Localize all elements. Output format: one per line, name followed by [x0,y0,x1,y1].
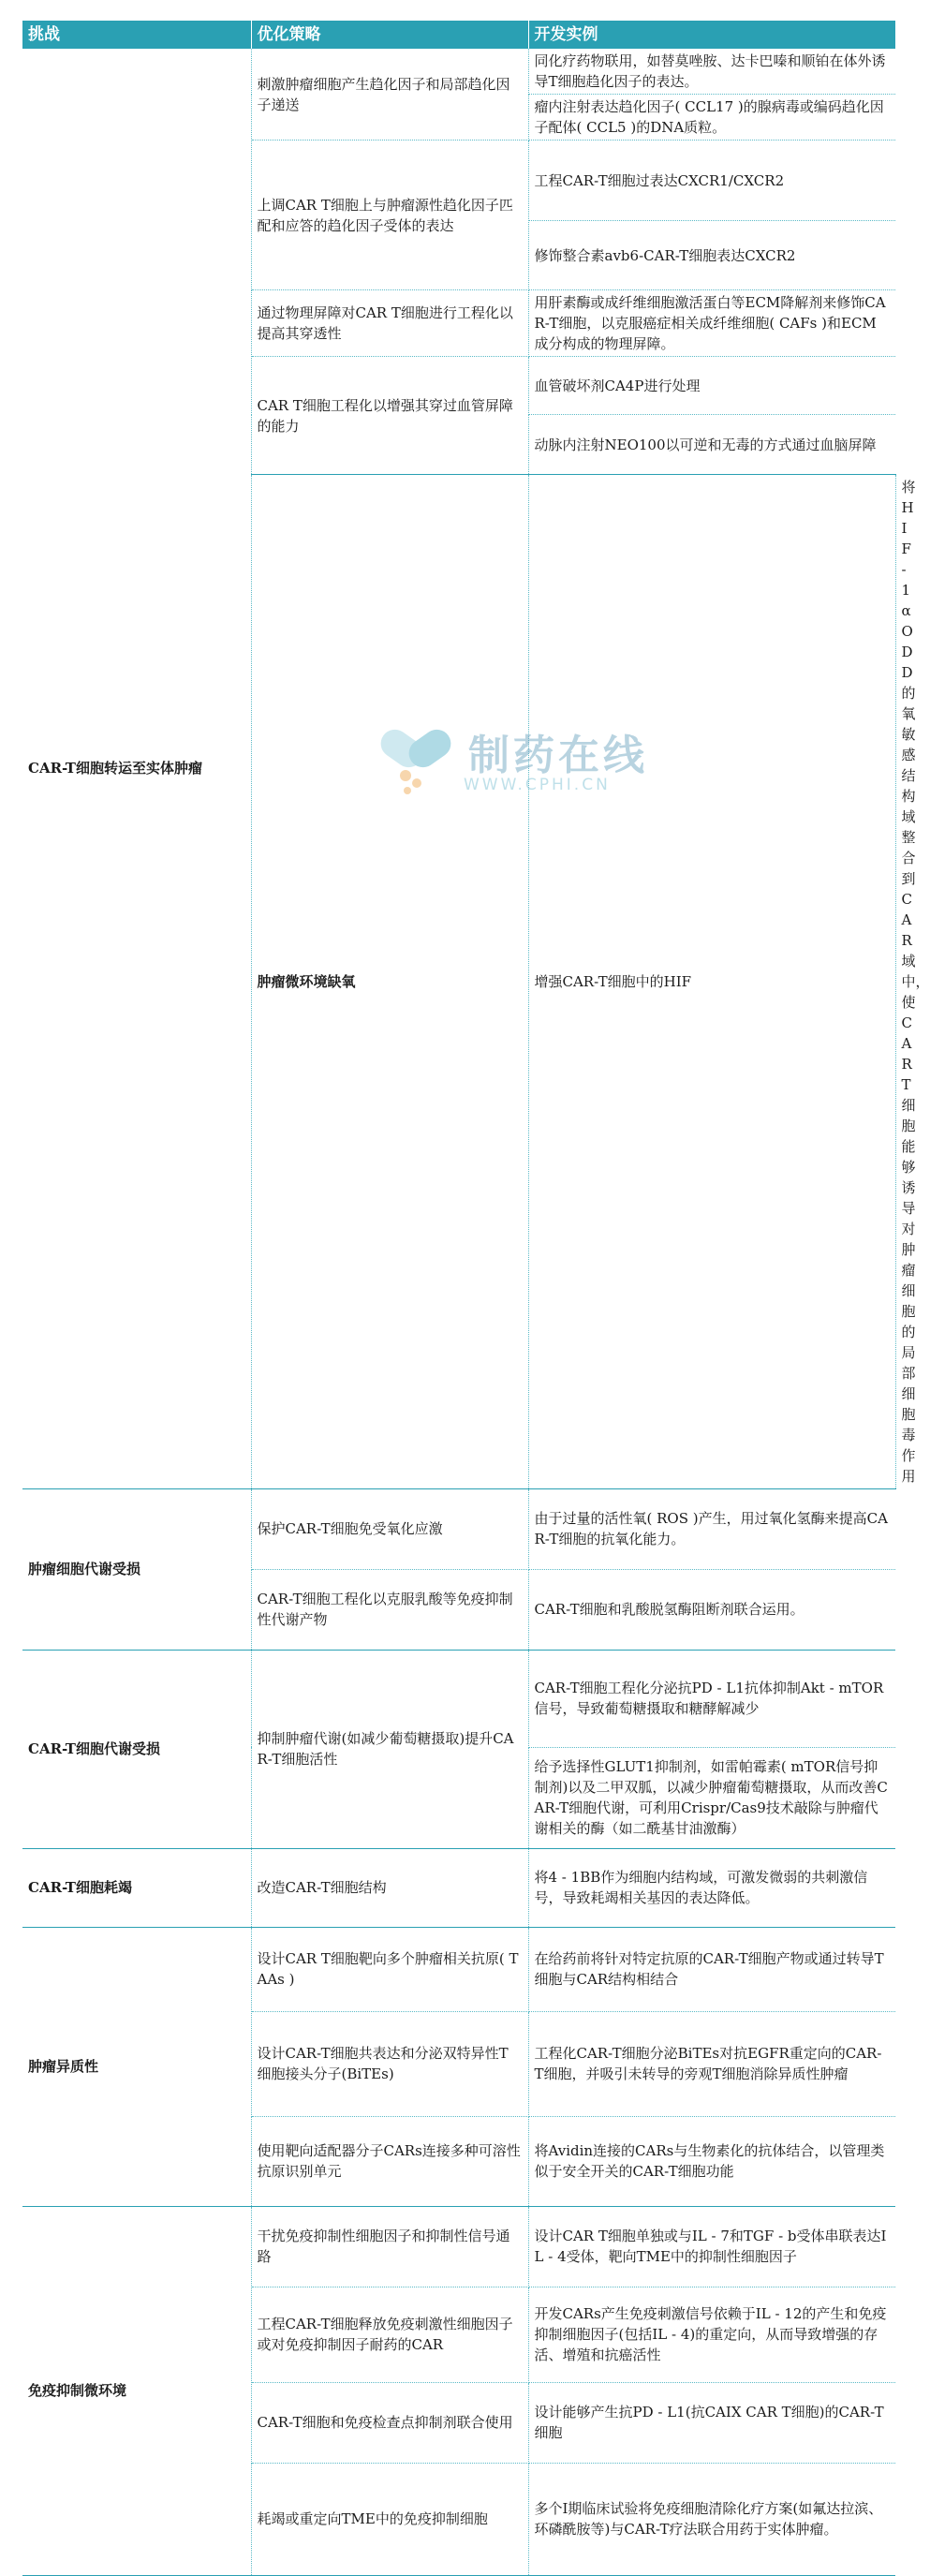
example-cell: 修饰整合素avb6-CAR-T细胞表达CXCR2 [528,221,895,290]
strategy-cell: 改造CAR-T细胞结构 [251,1848,528,1927]
strategy-cell: CAR T细胞工程化以增强其穿过血管屏障的能力 [251,357,528,475]
example-cell: 将Avidin连接的CARs与生物素化的抗体结合，以管理类似于安全开关的CAR-T细胞功能 [528,2116,895,2206]
challenge-cell: CAR-T细胞转运至实体肿瘤 [22,49,251,1488]
example-cell: 多个I期临床试验将免疫细胞清除化疗方案(如氟达拉滨、环磷酰胺等)与CAR-T疗法联合用药于实体肿瘤。 [528,2463,895,2575]
table-row [22,1650,895,1747]
strategy-cell: 干扰免疫抑制性细胞因子和抑制性信号通路 [251,2206,528,2287]
car-t-optimization-table [22,21,930,2576]
strategy-cell: 工程CAR-T细胞释放免疫刺激性细胞因子或对免疫抑制因子耐药的CAR [251,2287,528,2382]
strategy-cell: CAR-T细胞工程化以克服乳酸等免疫抑制性代谢产物 [251,1569,528,1650]
challenge-cell: 免疫抑制微环境 [22,2206,251,2575]
strategy-cell: 设计CAR-T细胞共表达和分泌双特异性T细胞接头分子(BiTEs) [251,2011,528,2116]
strategy-cell: 上调CAR T细胞上与肿瘤源性趋化因子匹配和应答的趋化因子受体的表达 [251,141,528,290]
strategy-cell: 设计CAR T细胞靶向多个肿瘤相关抗原( TAAs ) [251,1927,528,2011]
strategy-cell: 抑制肿瘤代谢(如减少葡萄糖摄取)提升CAR-T细胞活性 [251,1650,528,1848]
strategy-cell: CAR-T细胞和免疫检查点抑制剂联合使用 [251,2382,528,2463]
example-cell: 动脉内注射NEO100以可逆和无毒的方式通过血脑屏障 [528,415,895,475]
example-cell: 瘤内注射表达趋化因子( CCL17 )的腺病毒或编码趋化因子配体( CCL5 )的DNA质粒。 [528,95,895,141]
example-cell: 由于过量的活性氧( ROS )产生，用过氧化氢酶来提高CAR-T细胞的抗氧化能力。 [528,1488,895,1569]
example-cell: CAR-T细胞和乳酸脱氢酶阻断剂联合运用。 [528,1569,895,1650]
table-row [22,1927,895,2011]
challenge-cell: 肿瘤微环境缺氧 [251,475,528,1489]
example-cell: 设计能够产生抗PD - L1(抗CAIX CAR T细胞)的CAR-T细胞 [528,2382,895,2463]
strategy-cell: 耗竭或重定向TME中的免疫抑制细胞 [251,2463,528,2575]
strategy-cell: 刺激肿瘤细胞产生趋化因子和局部趋化因子递送 [251,49,528,141]
watermark-url: WWW.CPHI.CN [464,776,611,794]
watermark-title: 制药在线 [468,732,648,779]
table-header-row [22,21,895,49]
strategy-cell: 使用靶向适配器分子CARs连接多种可溶性抗原识别单元 [251,2116,528,2206]
table-row [22,2206,895,2287]
challenge-cell: CAR-T细胞耗竭 [22,1848,251,1927]
example-cell: 同化疗药物联用，如替莫唑胺、达卡巴嗪和顺铂在体外诱导T细胞趋化因子的表达。 [528,49,895,95]
example-cell: 在给药前将针对特定抗原的CAR-T细胞产物或通过转导T细胞与CAR结构相结合 [528,1927,895,2011]
table-row [22,49,895,95]
example-cell: 用肝素酶或成纤维细胞激活蛋白等ECM降解剂来修饰CAR-T细胞，以克服癌症相关成纤维细胞( CAFs )和ECM成分构成的物理屏障。 [528,290,895,357]
header-example: 开发实例 [528,21,895,49]
strategy-cell: 通过物理屏障对CAR T细胞进行工程化以提高其穿透性 [251,290,528,357]
table-row [22,1488,895,1569]
example-cell: 血管破坏剂CA4P进行处理 [528,357,895,415]
example-cell: 工程化CAR-T细胞分泌BiTEs对抗EGFR重定向的CAR-T细胞，并吸引未转导的旁观T细胞消除异质性肿瘤 [528,2011,895,2116]
challenge-cell: 肿瘤异质性 [22,1927,251,2206]
example-cell: 工程CAR-T细胞过表达CXCR1/CXCR2 [528,141,895,221]
table-row: 肿瘤微环境缺氧 增强CAR-T细胞中的HIF 将HIF-1α ODD的氧敏感结构域整合到CAR域中，使CAR T细胞能够诱导对肿瘤细胞的局部细胞毒作用 [22,475,895,1489]
challenge-cell: 肿瘤细胞代谢受损 [22,1488,251,1650]
data-table-container [22,21,930,2576]
header-strategy: 优化策略 [251,21,528,49]
challenge-cell: CAR-T细胞代谢受损 [22,1650,251,1848]
example-cell: 开发CARs产生免疫刺激信号依赖于IL - 12的产生和免疫抑制细胞因子(包括IL - 4)的重定向，从而导致增强的存活、增殖和抗癌活性 [528,2287,895,2382]
strategy-cell: 保护CAR-T细胞免受氧化应激 [251,1488,528,1569]
header-challenge: 挑战 [22,21,251,49]
strategy-cell: 增强CAR-T细胞中的HIF [528,475,895,1489]
table-row [22,1848,895,1927]
example-cell: CAR-T细胞工程化分泌抗PD - L1抗体抑制Akt - mTOR信号，导致葡萄糖摄取和糖酵解减少 [528,1650,895,1747]
example-cell: 给予选择性GLUT1抑制剂，如雷帕霉素( mTOR信号抑制剂)以及二甲双胍，以减少肿瘤葡萄糖摄取，从而改善CAR-T细胞代谢，可利用Crispr/Cas9技术敲除与肿瘤代谢相关的酶（如二酰基甘油激酶） [528,1747,895,1848]
example-cell: 设计CAR T细胞单独或与IL - 7和TGF - b受体串联表达IL - 4受体，靶向TME中的抑制性细胞因子 [528,2206,895,2287]
example-cell: 将4 - 1BB作为细胞内结构域，可激发微弱的共刺激信号，导致耗竭相关基因的表达降低。 [528,1848,895,1927]
